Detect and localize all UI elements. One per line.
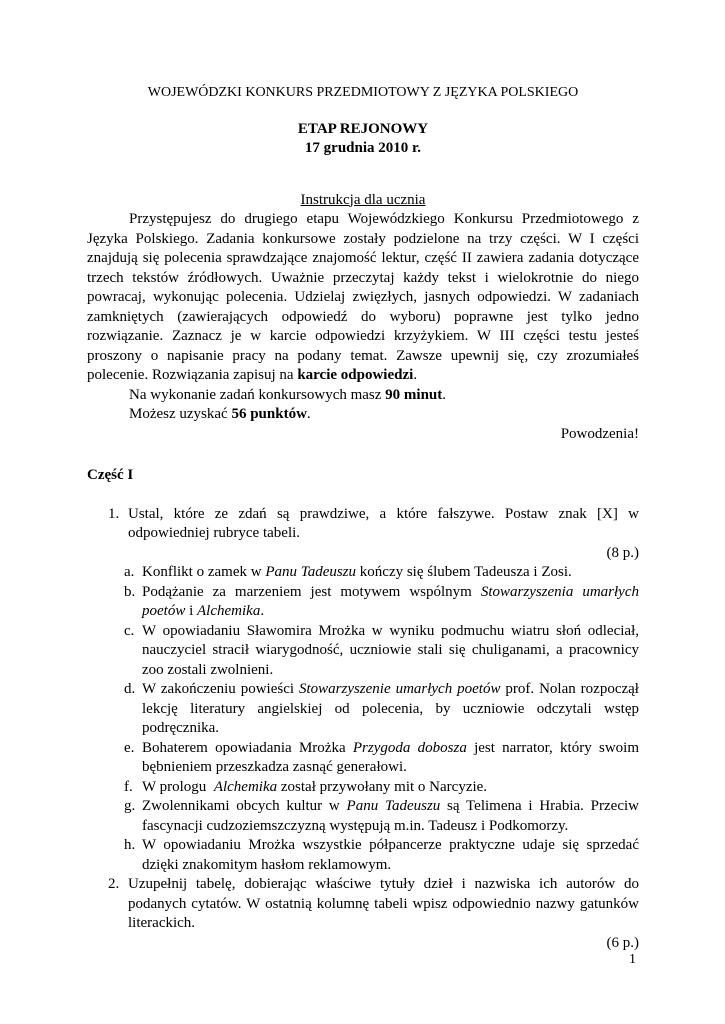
statement-text: W opowiadaniu Mrożka wszystkie półpancerze praktyczne udaje się sprzedać dzięki znakomitym hasłom reklamowym.: [142, 837, 639, 873]
document-page: [87, 83, 639, 953]
statement-text: Konflikt o zamek w: [142, 564, 266, 580]
question-number: 2.: [108, 876, 120, 892]
statement-text: Podążanie za marzeniem jest motywem wspólnym: [142, 583, 481, 600]
statement-text: i: [185, 603, 198, 619]
statement-text: został przywołany mit o Narcyzie.: [277, 778, 488, 795]
question-points: (8 p.): [606, 544, 639, 561]
work-title: Panu Tadeuszu: [346, 798, 441, 814]
statement-letter: g.: [124, 798, 136, 814]
instructions-paragraph: [87, 210, 639, 386]
answer-card-emphasis: karcie odpowiedzi: [297, 367, 414, 383]
question-1: [87, 505, 639, 544]
work-title: Alchemika: [197, 603, 261, 619]
points-period: .: [306, 406, 311, 422]
statement-letter: f.: [124, 778, 133, 795]
statement-a: [87, 563, 639, 583]
statement-letter: h.: [124, 837, 136, 853]
statement-c: [87, 622, 639, 681]
work-title: Przygoda dobosza: [352, 739, 467, 756]
statement-letter: b.: [124, 583, 136, 600]
question-number: 1.: [108, 505, 120, 522]
time-value: 90 minut: [385, 386, 443, 403]
statement-letter: e.: [124, 739, 135, 756]
statement-text: Zwolennikami obcych kultur w: [142, 798, 347, 814]
points-text: Możesz uzyskać: [129, 406, 232, 422]
statement-letter: d.: [124, 681, 136, 697]
statement-text: W opowiadaniu Sławomira Mrożka w wyniku podmuchu wiatru słoń odleciał, nauczyciel stracił wiarygodność, uczniowie stali się chuliganami, a pracownicy zoo zostali zwolnieni.: [142, 622, 639, 678]
contest-title: WOJEWÓDZKI KONKURS PRZEDMIOTOWY Z JĘZYKA POLSKIEGO: [147, 85, 579, 100]
statement-text: są Telimena i Hrabia. Przeciw fascynacji cudzoziemszczyzną występują m.in. Tadeusz i Podkomorzy.: [142, 798, 639, 834]
statement-e: [87, 739, 639, 778]
statement-f: [87, 778, 639, 798]
points-line: [87, 405, 639, 425]
statement-b: [87, 583, 639, 622]
work-title: Alchemika: [213, 778, 278, 795]
instructions-title: Instrukcja dla ucznia: [300, 191, 426, 208]
statement-letter: c.: [124, 622, 135, 639]
statement-h: [87, 836, 639, 875]
work-title: Stowarzyszenie umarłych poetów: [298, 681, 501, 697]
question-text: Ustal, które ze zdań są prawdziwe, a które fałszywe. Postaw znak [X] w odpowiedniej rubryce tabeli.: [128, 505, 639, 541]
statement-g: [87, 797, 639, 836]
statement-text: .: [260, 603, 265, 619]
instructions-period: .: [413, 367, 418, 383]
question-points: (6 p.): [606, 934, 639, 951]
time-period: .: [442, 386, 447, 403]
statement-d: [87, 680, 639, 739]
statement-text: W prologu: [142, 778, 214, 795]
page-number: 1: [629, 952, 636, 967]
statement-text: W zakończeniu powieści: [142, 681, 299, 697]
time-text: Na wykonanie zadań konkursowych masz: [129, 386, 386, 403]
part-title: Część I: [87, 467, 134, 483]
statement-text: Bohaterem opowiadania Mrożka: [142, 739, 353, 756]
work-title: Stowarzyszenia umarłych poetów: [142, 583, 639, 619]
question-2: [87, 875, 639, 934]
points-value: 56 punktów: [231, 406, 307, 422]
statement-text: jest narrator, który swoim bębnieniem przeszkadza zasnąć generałowi.: [142, 739, 639, 775]
stage-title: ETAP REJONOWY: [297, 120, 429, 137]
work-title: Panu Tadeuszu: [265, 564, 357, 580]
instructions-text: Przystępujesz do drugiego etapu Wojewódzkiego Konkursu Przedmiotowego z Języka Polskiego. Zadania konkursowe zostały podzielone na trzy części. W I części znajdują się polecenia sprawdzające znajomość lektur, część II zawiera zadania dotyczące trzech tekstów źródłowych. Uważnie przeczytaj każdy tekst i wielokrotnie do niego powracaj, wykonując polecenia. Udzielaj zwięzłych, jasnych odpowiedzi. W zadaniach zamkniętych (zawierających odpowiedź do wyboru) poprawne jest tylko jedno rozwiązanie. Zaznacz je w karcie odpowiedzi krzyżykiem. W III części testu jesteś proszony o napisanie pracy na podany temat. Zawsze upewnij się, czy zrozumiałeś polecenie. Rozwiązania zapisuj na: [87, 211, 639, 383]
statement-letter: a.: [124, 564, 135, 580]
contest-date: 17 grudnia 2010 r.: [304, 140, 422, 156]
statement-text: prof. Nolan rozpoczął lekcję literatury angielskiej od polecenia, by uczniowie odczytali wstęp podręcznika.: [142, 681, 639, 736]
statement-list: [87, 563, 639, 875]
statement-text: kończy się ślubem Tadeusza i Zosi.: [356, 564, 572, 580]
time-limit-line: [87, 386, 639, 406]
question-text: Uzupełnij tabelę, dobierając właściwe tytuły dzieł i nazwiska ich autorów do podanych cytatów. W ostatnią kolumnę tabeli wpisz odpowiednio nazwy gatunków literackich.: [128, 876, 639, 931]
good-luck: Powodzenia!: [560, 425, 639, 442]
